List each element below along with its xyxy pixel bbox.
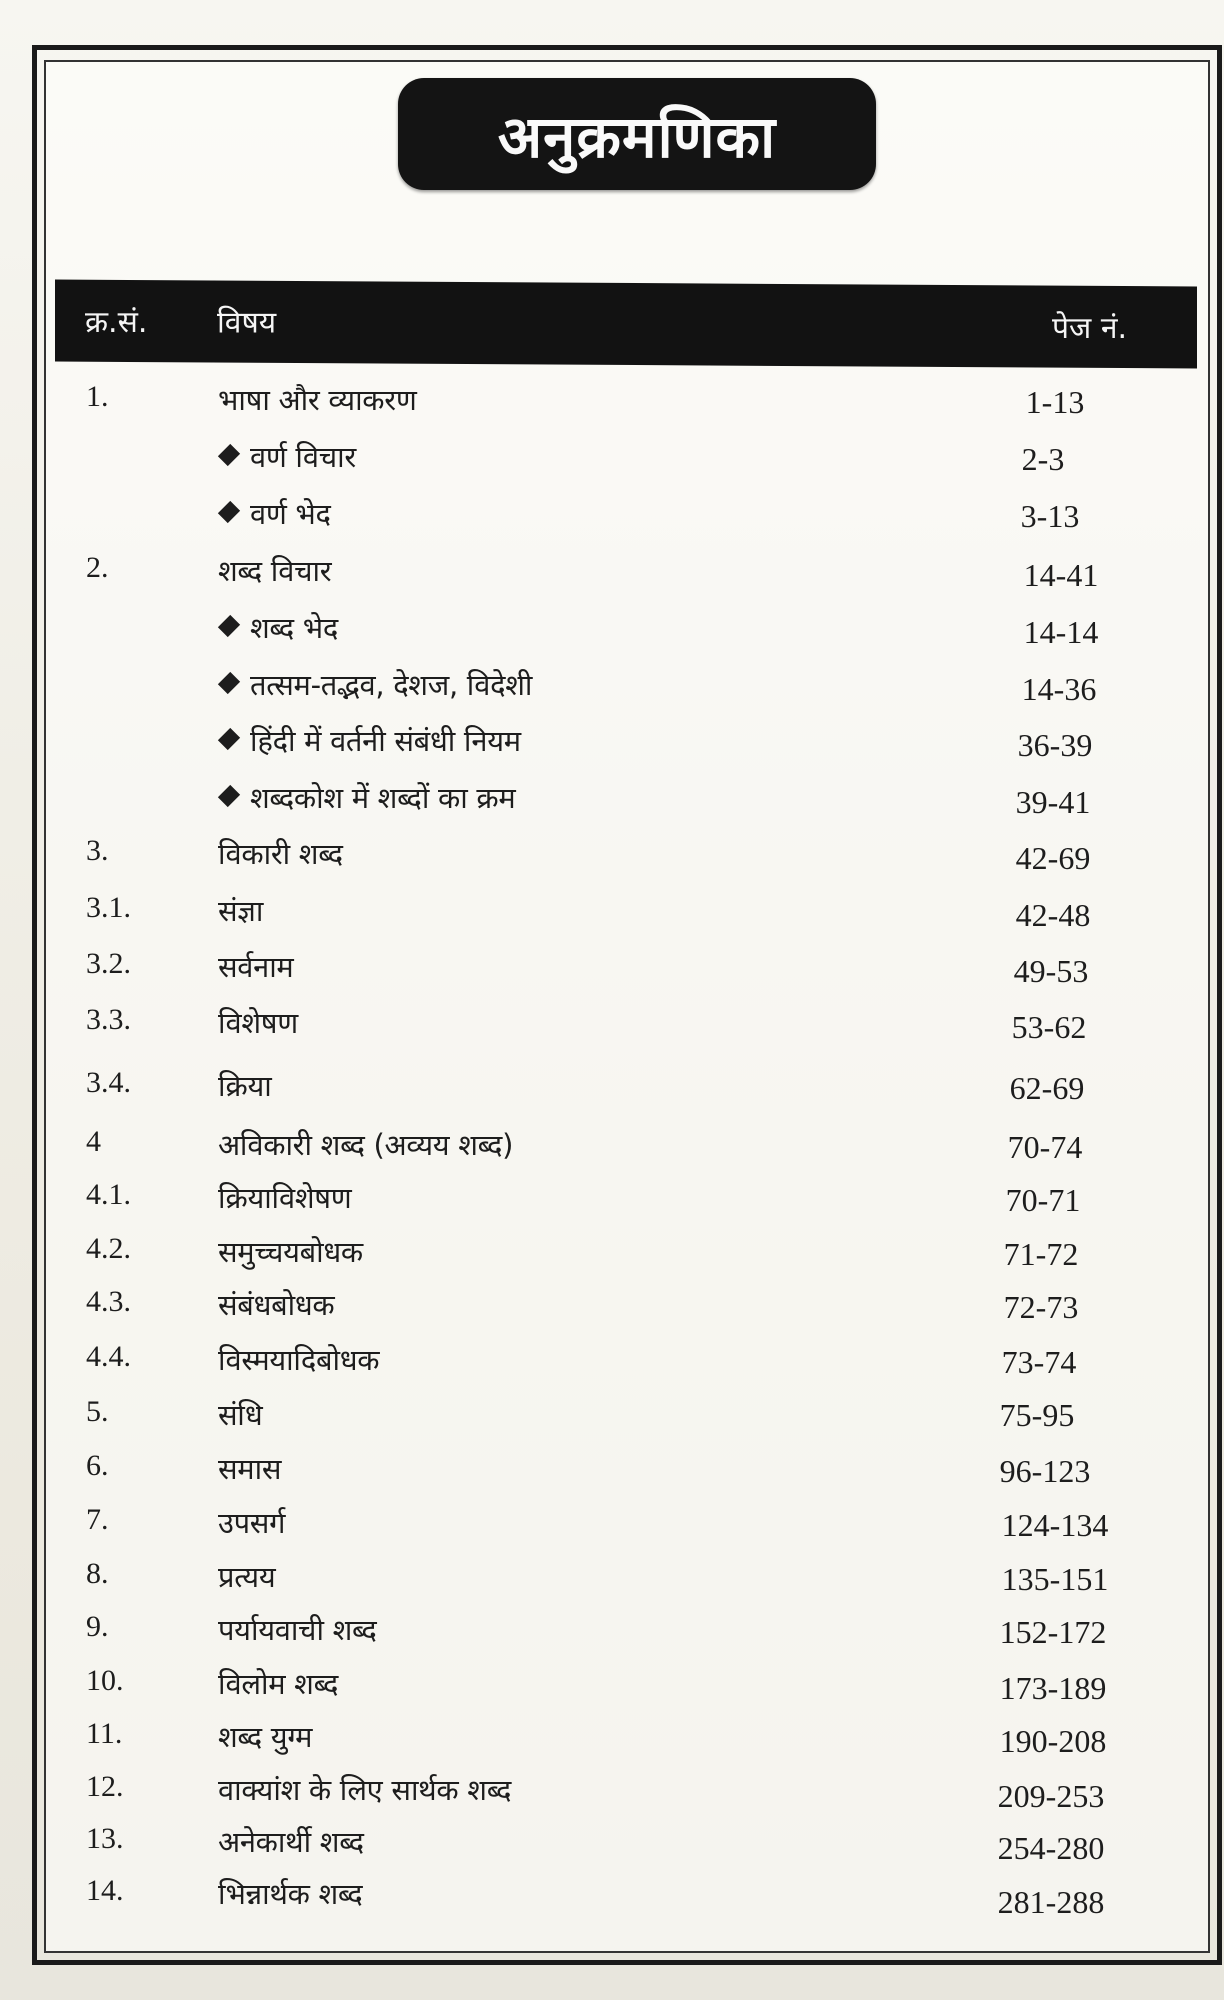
toc-number: 1.	[86, 380, 109, 413]
toc-row	[0, 1449, 1224, 1499]
toc-number: 4.2.	[86, 1232, 131, 1265]
toc-row	[0, 608, 1224, 658]
toc-number: 12.	[86, 1770, 124, 1803]
toc-subject: भाषा और व्याकरण	[218, 383, 417, 417]
toc-row	[0, 1178, 1224, 1228]
toc-number: 11.	[86, 1717, 123, 1750]
toc-number: 13.	[86, 1822, 124, 1855]
toc-pages: 71-72	[1003, 1236, 1079, 1272]
toc-number: 4	[86, 1125, 101, 1158]
toc-subject: क्रियाविशेषण	[218, 1181, 352, 1215]
toc-row	[0, 1395, 1224, 1445]
toc-subject: विशेषण	[218, 1006, 298, 1040]
toc-row	[0, 1822, 1224, 1872]
toc-pages: 14-41	[1023, 557, 1099, 593]
toc-subject: संबंधबोधक	[218, 1288, 335, 1322]
diamond-bullet-icon	[218, 728, 240, 750]
toc-row	[0, 1066, 1224, 1116]
toc-subject: हिंदी में वर्तनी संबंधी नियम	[218, 721, 521, 760]
toc-row	[0, 437, 1224, 487]
toc-number: 3.	[86, 834, 109, 867]
header-serial: क्र.सं.	[85, 304, 148, 340]
toc-row	[0, 1503, 1224, 1553]
diamond-bullet-icon	[218, 615, 240, 637]
toc-pages: 70-74	[1007, 1129, 1083, 1165]
toc-row	[0, 380, 1224, 430]
toc-pages: 70-71	[1005, 1182, 1081, 1218]
toc-subject: समास	[218, 1452, 282, 1486]
toc-number: 4.3.	[86, 1285, 131, 1318]
toc-number: 10.	[86, 1664, 124, 1697]
toc-subject: क्रिया	[218, 1069, 272, 1103]
toc-row	[0, 665, 1224, 715]
toc-pages: 72-73	[1003, 1289, 1079, 1325]
toc-pages: 42-48	[1015, 897, 1091, 933]
toc-subject: वर्ण विचार	[218, 437, 356, 476]
toc-row	[0, 1557, 1224, 1607]
toc-subject: अनेकार्थी शब्द	[218, 1825, 364, 1859]
toc-row	[0, 1770, 1224, 1820]
toc-row	[0, 1610, 1224, 1660]
toc-pages: 75-95	[999, 1397, 1075, 1433]
toc-subject: समुच्चयबोधक	[218, 1235, 363, 1269]
toc-subject: सर्वनाम	[218, 950, 294, 984]
diamond-bullet-icon	[218, 501, 240, 523]
toc-pages: 281-288	[997, 1884, 1105, 1920]
toc-subject: प्रत्यय	[218, 1560, 276, 1594]
toc-number: 9.	[86, 1610, 109, 1643]
toc-pages: 42-69	[1015, 840, 1091, 876]
toc-subject: पर्यायवाची शब्द	[218, 1613, 377, 1647]
toc-row	[0, 1125, 1224, 1175]
toc-pages: 209-253	[997, 1778, 1105, 1814]
toc-number: 3.4.	[86, 1066, 131, 1099]
toc-subject: संधि	[218, 1398, 263, 1432]
toc-subject: अविकारी शब्द (अव्यय शब्द)	[218, 1128, 514, 1162]
header-subject: विषय	[217, 305, 277, 341]
toc-row	[0, 1664, 1224, 1714]
toc-pages: 53-62	[1011, 1009, 1087, 1045]
toc-number: 8.	[86, 1557, 109, 1590]
toc-subject: विकारी शब्द	[218, 837, 343, 871]
toc-pages: 96-123	[999, 1453, 1091, 1489]
toc-subject: शब्दकोश में शब्दों का क्रम	[218, 778, 515, 817]
toc-row	[0, 1232, 1224, 1282]
toc-number: 5.	[86, 1395, 109, 1428]
toc-subject: संज्ञा	[218, 894, 264, 928]
toc-pages: 152-172	[999, 1614, 1107, 1650]
toc-number: 4.1.	[86, 1178, 131, 1211]
toc-number: 7.	[86, 1503, 109, 1536]
page-title: अनुक्रमणिका	[497, 102, 777, 171]
toc-subject: विस्मयादिबोधक	[218, 1343, 380, 1377]
toc-number: 14.	[86, 1874, 124, 1907]
toc-subject: विलोम शब्द	[218, 1667, 339, 1701]
diamond-bullet-icon	[218, 672, 240, 694]
toc-row	[0, 1003, 1224, 1053]
toc-subject: भिन्नार्थक शब्द	[218, 1877, 363, 1911]
toc-pages: 135-151	[1001, 1561, 1109, 1597]
toc-subject: शब्द युग्म	[218, 1720, 313, 1754]
toc-pages: 124-134	[1001, 1507, 1109, 1543]
toc-pages: 2-3	[1021, 441, 1065, 477]
toc-row	[0, 947, 1224, 997]
toc-row	[0, 494, 1224, 544]
toc-pages: 14-14	[1023, 614, 1099, 650]
toc-row	[0, 551, 1224, 601]
toc-pages: 62-69	[1009, 1070, 1085, 1106]
toc-pages: 3-13	[1020, 498, 1080, 534]
toc-pages: 49-53	[1013, 953, 1089, 989]
toc-subject: उपसर्ग	[218, 1506, 286, 1540]
toc-number: 4.4.	[86, 1340, 131, 1373]
header-page: पेज नं.	[1051, 310, 1127, 346]
toc-pages: 254-280	[997, 1830, 1105, 1866]
toc-subject: शब्द विचार	[218, 554, 332, 588]
toc-pages: 1-13	[1025, 384, 1085, 420]
toc-number: 2.	[86, 551, 109, 584]
toc-row	[0, 1717, 1224, 1767]
toc-row	[0, 1874, 1224, 1924]
toc-number: 3.1.	[86, 891, 131, 924]
toc-pages: 39-41	[1015, 784, 1091, 820]
toc-subject: वाक्यांश के लिए सार्थक शब्द	[218, 1773, 512, 1807]
toc-row	[0, 1285, 1224, 1335]
toc-subject: शब्द भेद	[218, 608, 338, 647]
toc-row	[0, 891, 1224, 941]
toc-pages: 14-36	[1021, 671, 1097, 707]
toc-pages: 190-208	[999, 1723, 1107, 1759]
diamond-bullet-icon	[218, 785, 240, 807]
toc-pages: 173-189	[999, 1670, 1107, 1706]
toc-subject: तत्सम-तद्भव, देशज, विदेशी	[218, 665, 532, 704]
toc-number: 3.3.	[86, 1003, 131, 1036]
toc-number: 6.	[86, 1449, 109, 1482]
toc-row	[0, 834, 1224, 884]
toc-pages: 73-74	[1001, 1344, 1077, 1380]
toc-row	[0, 778, 1224, 828]
toc-row	[0, 1340, 1224, 1390]
toc-number: 3.2.	[86, 947, 131, 980]
diamond-bullet-icon	[218, 444, 240, 466]
toc-subject: वर्ण भेद	[218, 494, 331, 533]
toc-pages: 36-39	[1017, 727, 1093, 763]
toc-row	[0, 721, 1224, 771]
